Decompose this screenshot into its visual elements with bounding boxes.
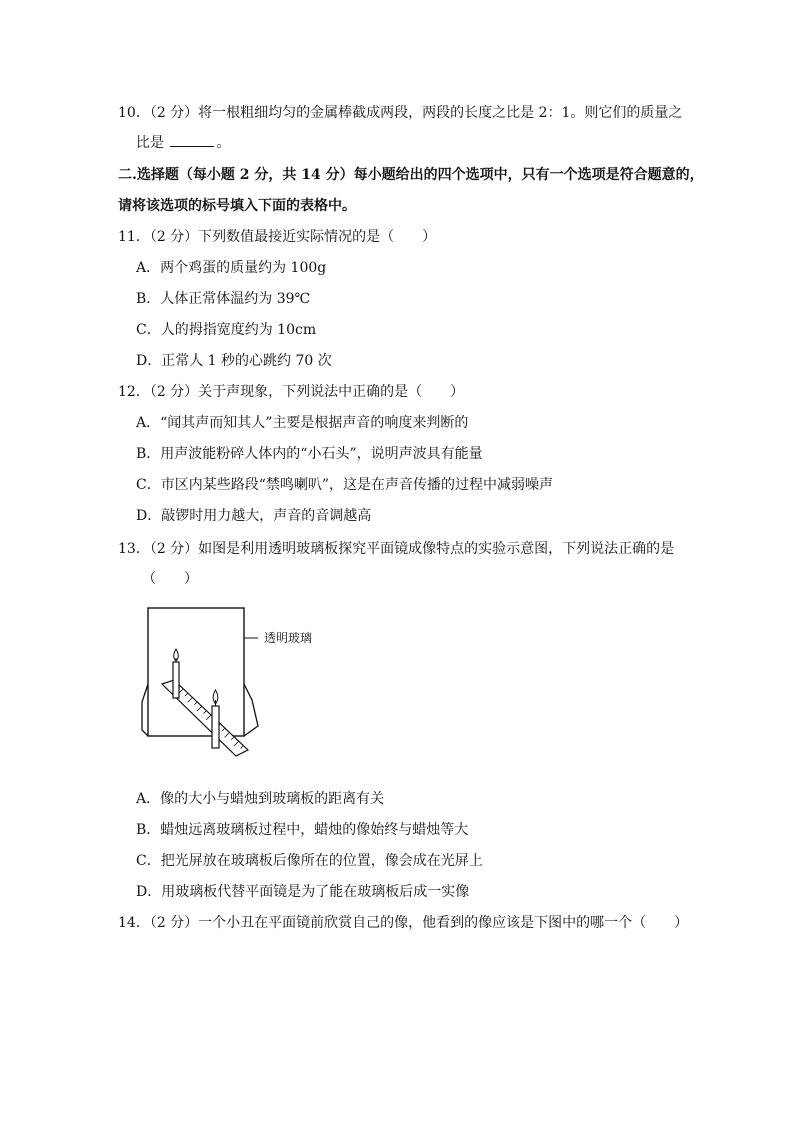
q13-option-d: D．用玻璃板代替平面镜是为了能在玻璃板后成一实像 <box>136 884 470 900</box>
q11-option-a: A．两个鸡蛋的质量约为 100g <box>136 260 327 276</box>
q10-answer-blank <box>170 134 214 147</box>
q14-stem: 14．（2 分）一个小丑在平面镜前欣赏自己的像，他看到的像应该是下图中的哪一个（ ） <box>118 915 689 931</box>
q11-stem: 11．（2 分）下列数值最接近实际情况的是（ ） <box>118 229 437 245</box>
q13-option-a: A．像的大小与蜡烛到玻璃板的距离有关 <box>136 791 385 807</box>
q13-stem-line1: 13．（2 分）如图是利用透明玻璃板探究平面镜成像特点的实验示意图，下列说法正确的是 <box>118 541 675 557</box>
candle-front <box>212 690 219 748</box>
q13-stem-line2: （ ） <box>142 571 198 587</box>
left-stand <box>142 684 148 736</box>
q12-stem: 12．（2 分）关于声现象，下列说法中正确的是（ ） <box>118 384 465 400</box>
section2-heading-line2: 请将该选项的标号填入下面的表格中。 <box>118 198 356 214</box>
q12-option-d: D．敲锣时用力越大，声音的音调越高 <box>136 508 372 524</box>
candle-image <box>173 649 179 698</box>
right-stand <box>244 684 258 736</box>
q12-option-a: A．“闻其声而知其人”主要是根据声音的响度来判断的 <box>136 415 469 431</box>
q11-option-b: B．人体正常体温约为 39℃ <box>136 291 311 307</box>
q13-option-c: C．把光屏放在玻璃板后像所在的位置，像会成在光屏上 <box>136 853 483 869</box>
q11-option-d: D．正常人 1 秒的心跳约 70 次 <box>136 353 332 369</box>
section2-heading-line1: 二.选择题（每小题 2 分，共 14 分）每小题给出的四个选项中，只有一个选项是符合题意的， <box>118 167 704 183</box>
q12-option-c: C．市区内某些路段“禁鸣喇叭”，这是在声音传播的过程中减弱噪声 <box>136 477 554 493</box>
glass-label: 透明玻璃 <box>264 631 313 645</box>
q10-suffix: 。 <box>216 135 231 151</box>
q10-stem-line1: 10．（2 分）将一根粗细均匀的金属棒截成两段，两段的长度之比是 2：1。则它们的质量之 <box>118 105 683 121</box>
mirror-experiment-figure <box>132 600 352 780</box>
q13-option-b: B．蜡烛远离玻璃板过程中，蜡烛的像始终与蜡烛等大 <box>136 822 469 838</box>
q10-prefix: 比是 <box>136 135 164 151</box>
q12-option-b: B．用声波能粉碎人体内的“小石头”，说明声波具有能量 <box>136 446 483 462</box>
q10-stem-line2 <box>136 134 230 152</box>
q11-option-c: C．人的拇指宽度约为 10cm <box>136 322 317 338</box>
